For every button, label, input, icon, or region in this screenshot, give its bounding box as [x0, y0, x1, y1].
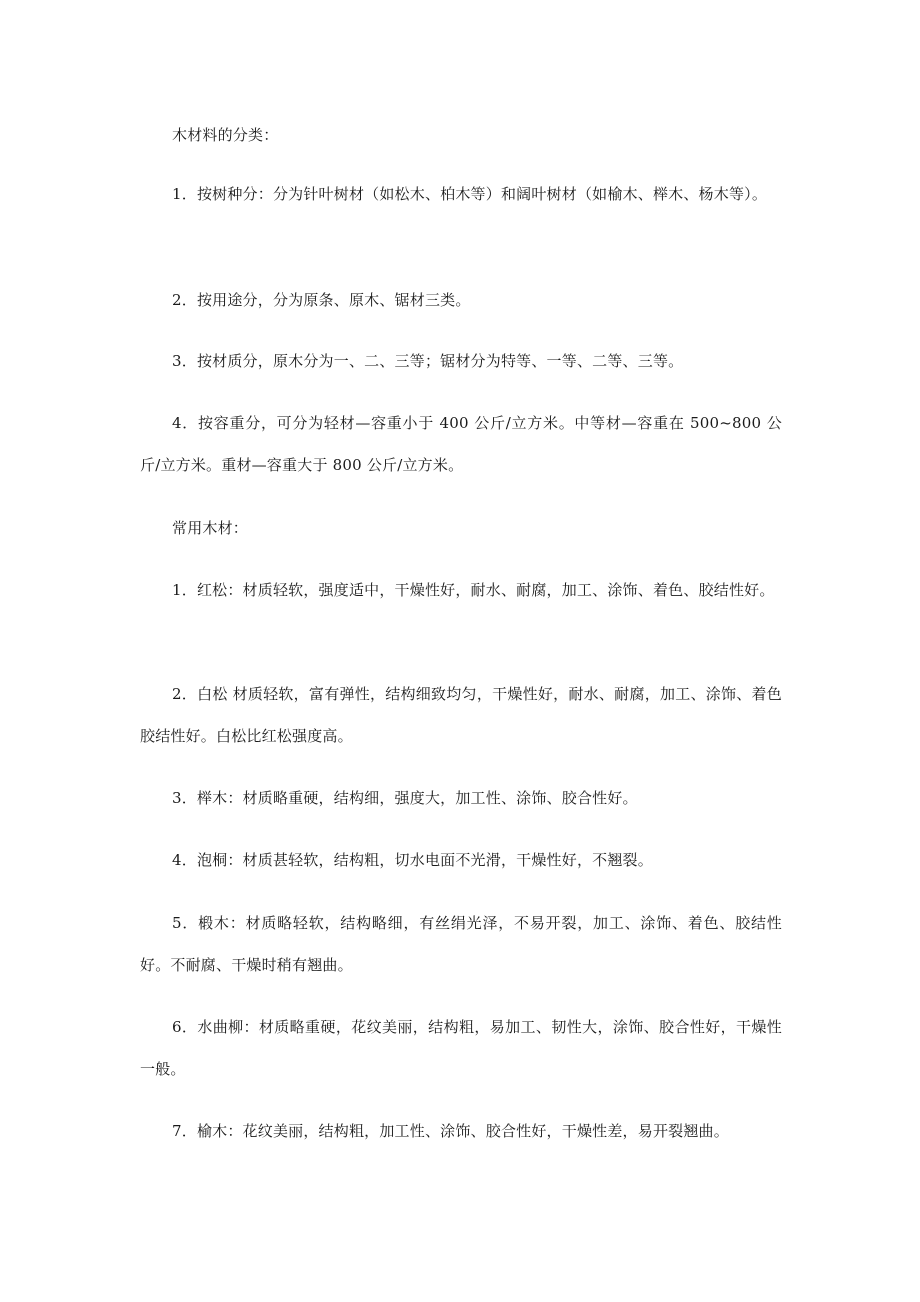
wood-item-7: 7．榆木：花纹美丽，结构粗，加工性、涂饰、胶合性好，干燥性差，易开裂翘曲。 — [172, 1122, 729, 1140]
classification-item-3: 3．按材质分，原木分为一、二、三等；锯材分为特等、一等、二等、三等。 — [172, 352, 684, 370]
wood-item-5: 5．椴木：材质略轻软，结构略细，有丝绢光泽，不易开裂，加工、涂饰、着色、胶结性好。不耐腐、干燥时稍有翘曲。 — [140, 914, 782, 974]
wood-item-6: 6．水曲柳：材质略重硬，花纹美丽，结构粗，易加工、韧性大，涂饰、胶合性好，干燥性一般。 — [140, 1018, 782, 1078]
section-heading-classification: 木材料的分类： — [172, 126, 279, 144]
wood-item-3: 3．榉木：材质略重硬，结构细，强度大，加工性、涂饰、胶合性好。 — [172, 789, 638, 807]
wood-item-4: 4．泡桐：材质甚轻软，结构粗，切水电面不光滑，干燥性好，不翘裂。 — [172, 851, 653, 869]
classification-item-1: 1．按树种分：分为针叶树材（如松木、柏木等）和阔叶树材（如榆木、榉木、杨木等）。 — [172, 185, 768, 203]
classification-item-4: 4．按容重分，可分为轻材—容重小于 400 公斤/立方米。中等材—容重在 500~800 公斤/立方米。重材—容重大于 800 公斤/立方米。 — [140, 414, 782, 474]
section-heading-common-woods: 常用木材： — [172, 519, 249, 537]
wood-item-2: 2．白松 材质轻软，富有弹性，结构细致均匀，干燥性好，耐水、耐腐，加工、涂饰、着色胶结性好。白松比红松强度高。 — [140, 685, 782, 745]
wood-item-1: 1．红松：材质轻软，强度适中，干燥性好，耐水、耐腐，加工、涂饰、着色、胶结性好。 — [172, 581, 775, 599]
classification-item-2: 2．按用途分，分为原条、原木、锯材三类。 — [172, 291, 471, 309]
